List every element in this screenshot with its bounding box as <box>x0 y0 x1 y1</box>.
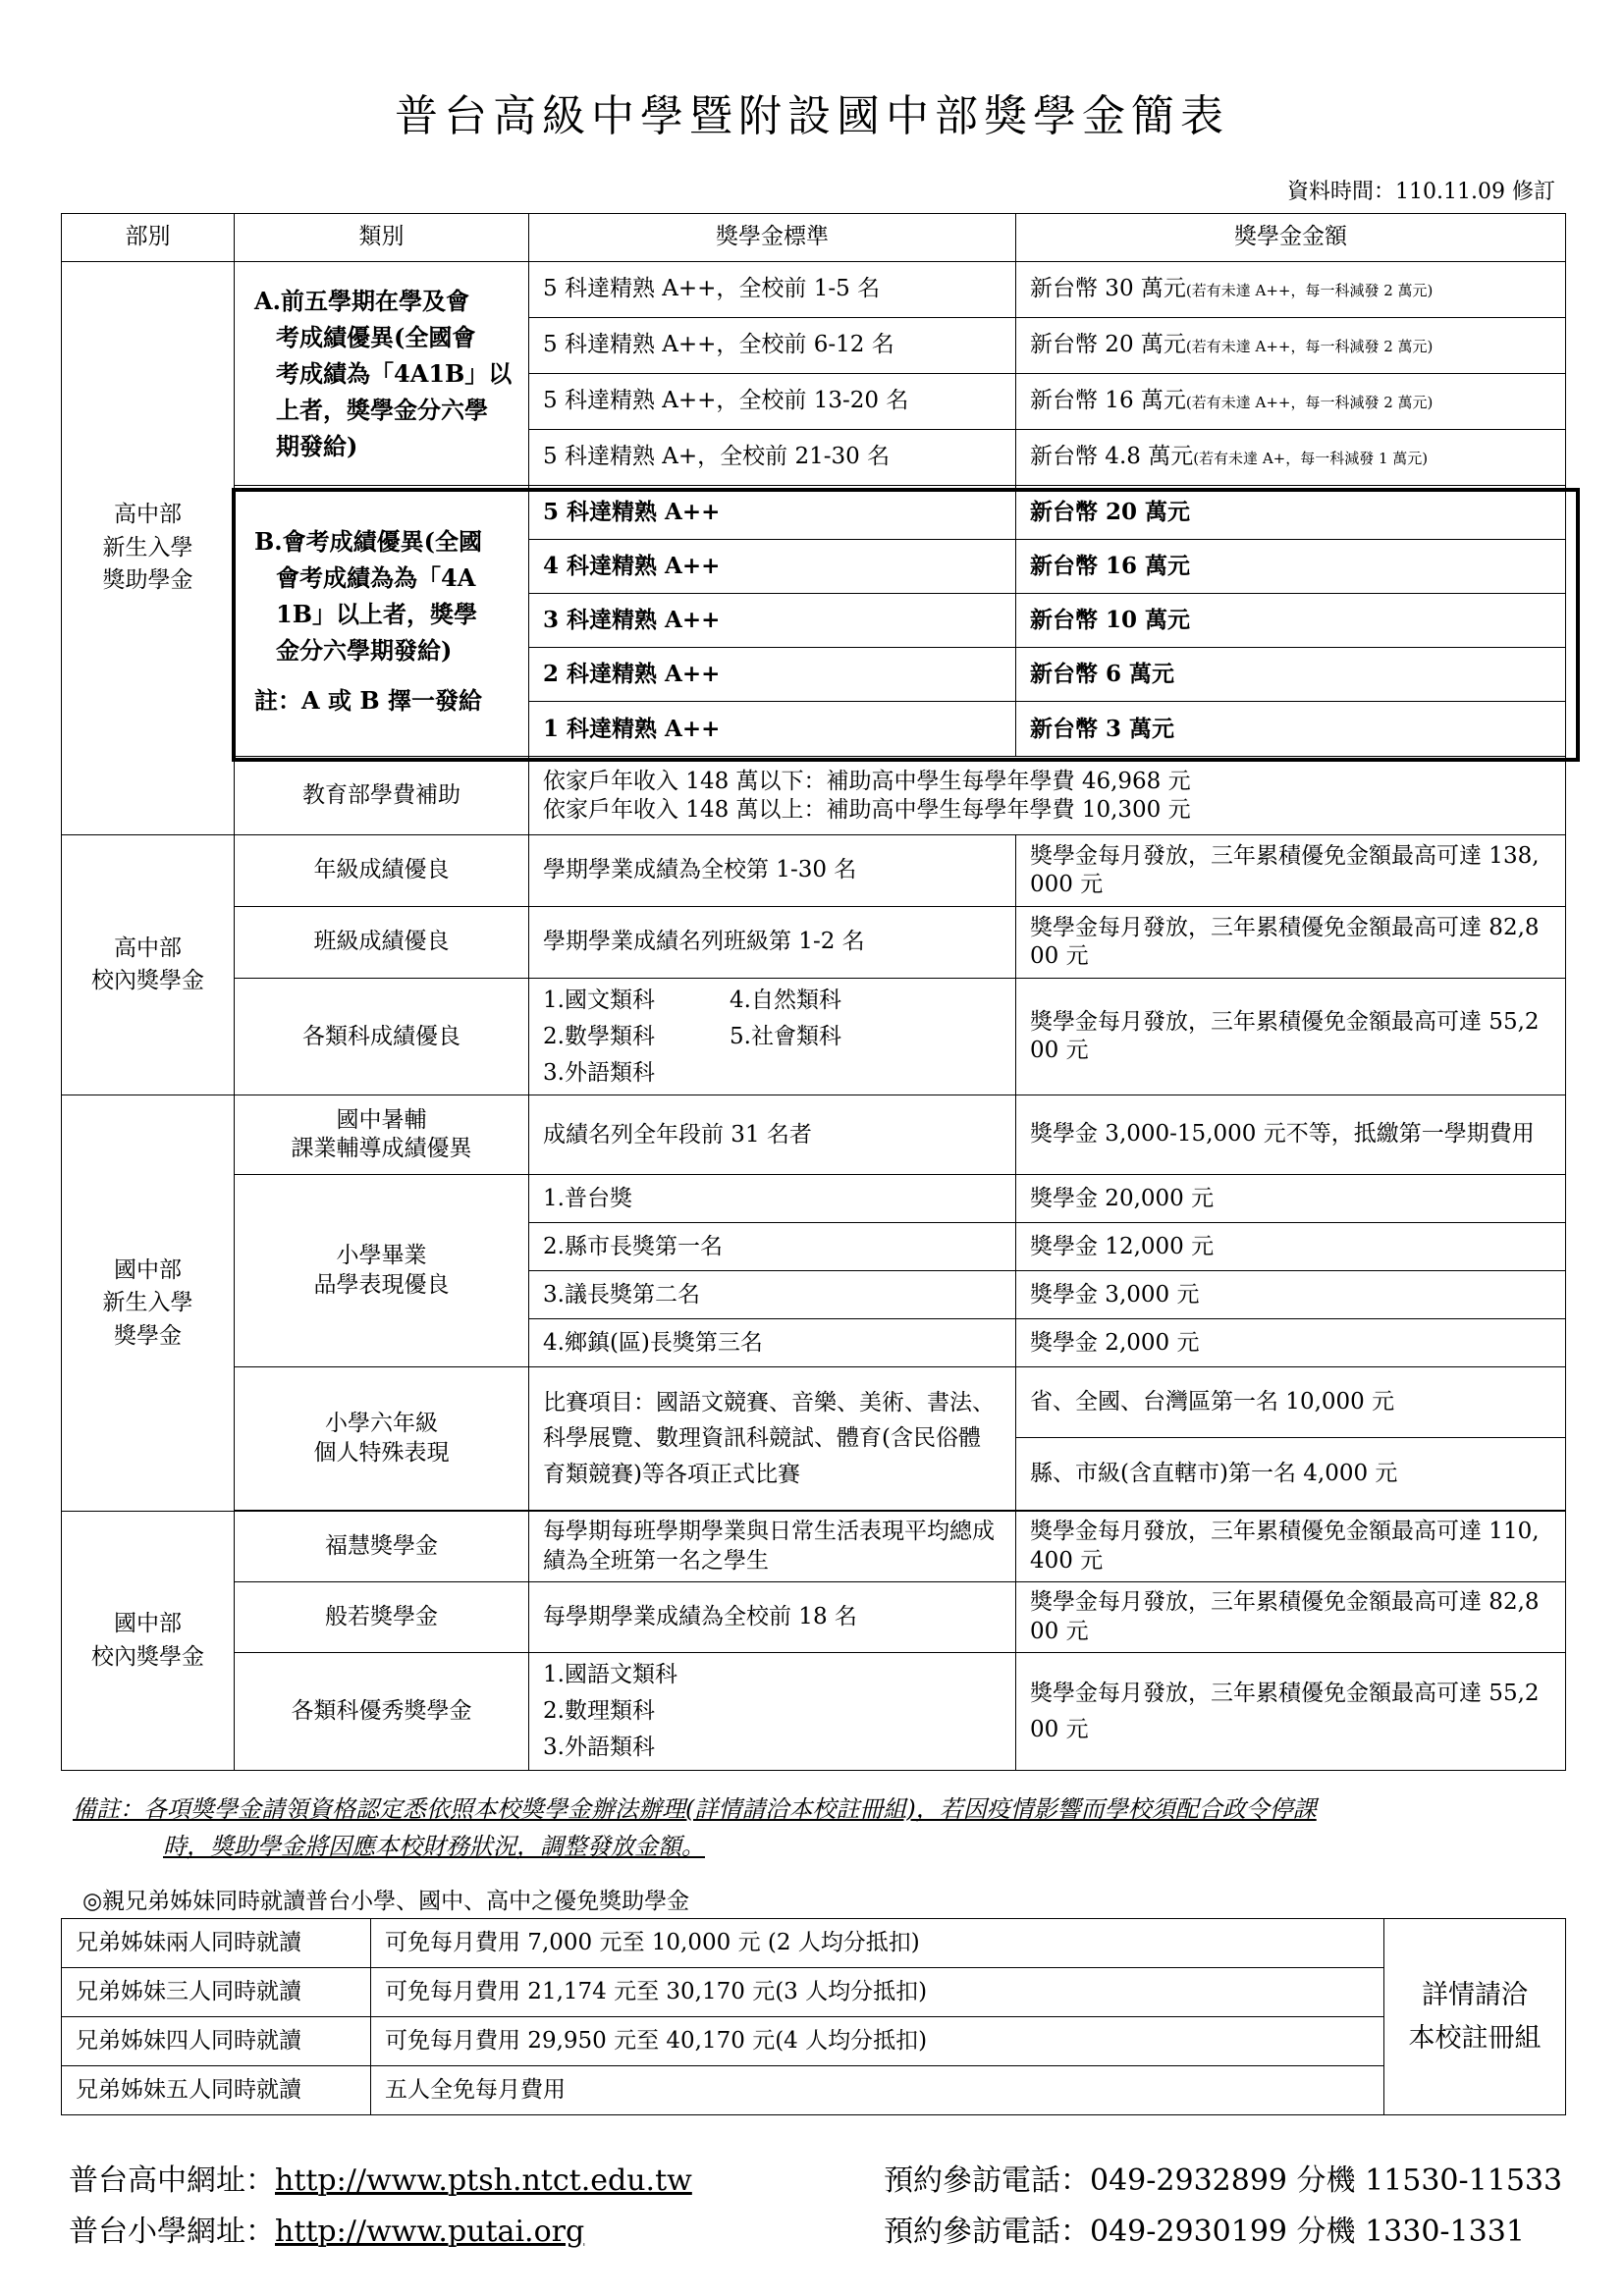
standard-cell: 1.普台獎 <box>529 1175 1016 1223</box>
sibling-benefit-cell: 可免每月費用 21,174 元至 30,170 元(3 人均分抵扣) <box>371 1968 1384 2017</box>
category-a: A.前五學期在學及會 考成績優異(全國會 考成績為「4A1B」以 上者，獎學金分六學 期發給) <box>235 262 529 486</box>
table-row <box>62 2066 1566 2115</box>
revision-date: 資料時間：110.11.09 修訂 <box>1287 180 1555 204</box>
standard-cell: 每學期學業成績為全校前 18 名 <box>529 1582 1016 1653</box>
category-cell: 小學六年級 個人特殊表現 <box>235 1367 529 1511</box>
amount-cell: 獎學金每月發放，三年累積優免金額最高可達 55,200 元 <box>1016 1653 1566 1770</box>
dept-hs-internal: 高中部 校內獎學金 <box>62 835 235 1095</box>
table-row <box>62 2017 1566 2066</box>
amount-cell: 獎學金每月發放，三年累積優免金額最高可達 55,200 元 <box>1016 979 1566 1095</box>
ps-website-link[interactable]: http://www.putai.org <box>275 2215 585 2249</box>
amount-cell: 獎學金 3,000 元 <box>1016 1271 1566 1319</box>
standard-cell: 比賽項目：國語文競賽、音樂、美術、書法、科學展覽、數理資訊科競試、體育(含民俗體育類競賽)等各項正式比賽 <box>529 1367 1016 1511</box>
table-row <box>62 835 1566 907</box>
amount-cell: 新台幣 20 萬元(若有未達 A++，每一科減發 2 萬元) <box>1016 318 1566 374</box>
standard-cell: 學期學業成績為全校第 1-30 名 <box>529 835 1016 907</box>
amount-cell: 省、全國、台灣區第一名 10,000 元 <box>1016 1367 1566 1438</box>
category-cell: 般若獎學金 <box>235 1582 529 1653</box>
category-cell: 各類科優秀獎學金 <box>235 1653 529 1770</box>
standard-cell: 2.縣市長獎第一名 <box>529 1223 1016 1271</box>
hs-website <box>69 2156 692 2199</box>
standard-cell: 3.議長獎第二名 <box>529 1271 1016 1319</box>
table-row <box>62 1653 1566 1770</box>
category-cell: 小學畢業 品學表現優良 <box>235 1175 529 1367</box>
amount-cell: 新台幣 10 萬元 <box>1016 594 1566 648</box>
table-row <box>62 1919 1566 1968</box>
category-cell: 國中暑輔 課業輔導成績優異 <box>235 1095 529 1175</box>
standard-cell: 成績名列全年段前 31 名者 <box>529 1095 1016 1175</box>
amount-cell: 新台幣 20 萬元 <box>1016 486 1566 540</box>
ps-phone: 預約參訪電話：049-2930199 分機 1330-1331 <box>884 2215 1525 2249</box>
sibling-benefit-cell: 可免每月費用 7,000 元至 10,000 元 (2 人均分抵扣) <box>371 1919 1384 1968</box>
category-cell: 班級成績優良 <box>235 907 529 979</box>
amount-cell: 獎學金每月發放，三年累積優免金額最高可達 110,400 元 <box>1016 1512 1566 1582</box>
amount-cell: 獎學金每月發放，三年累積優免金額最高可達 82,800 元 <box>1016 1582 1566 1653</box>
table-row <box>62 262 1566 318</box>
amount-cell: 獎學金 12,000 元 <box>1016 1223 1566 1271</box>
table-row <box>62 1582 1566 1653</box>
ps-website <box>69 2207 584 2250</box>
header-category: 類別 <box>235 214 529 262</box>
standard-cell: 依家戶年收入 148 萬以下：補助高中學生每學年學費 46,968 元 依家戶年收入 148 萬以上：補助高中學生每學年學費 10,300 元 <box>529 757 1566 835</box>
category-cell: 福慧獎學金 <box>235 1512 529 1582</box>
dept-jh-internal: 國中部 校內獎學金 <box>62 1512 235 1770</box>
table-row <box>62 486 1566 540</box>
standard-cell: 4 科達精熟 A++ <box>529 540 1016 594</box>
page-title: 普台高級中學暨附設國中部獎學金簡表 <box>395 91 1229 141</box>
header-amount: 獎學金金額 <box>1016 214 1566 262</box>
amount-cell: 新台幣 4.8 萬元(若有未達 A+，每一科減發 1 萬元) <box>1016 430 1566 486</box>
sibling-benefit-cell: 五人全免每月費用 <box>371 2066 1384 2115</box>
standard-cell: 5 科達精熟 A++，全校前 13-20 名 <box>529 374 1016 430</box>
amount-cell: 新台幣 16 萬元 <box>1016 540 1566 594</box>
amount-cell: 新台幣 30 萬元(若有未達 A++，每一科減發 2 萬元) <box>1016 262 1566 318</box>
amount-cell: 獎學金每月發放，三年累積優免金額最高可達 82,800 元 <box>1016 907 1566 979</box>
table-row <box>62 757 1566 835</box>
sibling-count-cell: 兄弟姊妹五人同時就讀 <box>62 2066 371 2115</box>
amount-cell: 獎學金 20,000 元 <box>1016 1175 1566 1223</box>
amount-cell: 新台幣 16 萬元(若有未達 A++，每一科減發 2 萬元) <box>1016 374 1566 430</box>
hs-website-link[interactable]: http://www.ptsh.ntct.edu.tw <box>275 2163 692 2198</box>
standard-cell: 2 科達精熟 A++ <box>529 648 1016 702</box>
hs-website-label: 普台高中網址： <box>69 2163 275 2198</box>
table-header-row <box>62 214 1566 262</box>
standard-cell: 5 科達精熟 A++，全校前 6-12 名 <box>529 318 1016 374</box>
sibling-benefit-cell: 可免每月費用 29,950 元至 40,170 元(4 人均分抵扣) <box>371 2017 1384 2066</box>
table-row <box>62 1367 1566 1438</box>
amount-cell: 縣、市級(含直轄市)第一名 4,000 元 <box>1016 1438 1566 1511</box>
table-row <box>62 1512 1566 1582</box>
contact-cell: 詳情請洽 本校註冊組 <box>1384 1919 1566 2115</box>
sibling-table <box>61 1918 1566 2115</box>
category-b-note: 註：A 或 B 擇一發給 <box>254 686 482 716</box>
standard-cell: 5 科達精熟 A++ <box>529 486 1016 540</box>
amount-cell: 獎學金 2,000 元 <box>1016 1319 1566 1367</box>
standard-cell: 每學期每班學期學業與日常生活表現平均總成績為全班第一名之學生 <box>529 1512 1016 1582</box>
standard-cell: 3 科達精熟 A++ <box>529 594 1016 648</box>
table-row <box>62 979 1566 1095</box>
table-row <box>62 1175 1566 1223</box>
sibling-count-cell: 兄弟姊妹三人同時就讀 <box>62 1968 371 2017</box>
standard-cell: 1.國文類科 4.自然類科 2.數學類科 5.社會類科 3.外語類科 <box>529 979 1016 1095</box>
ps-website-label: 普台小學網址： <box>69 2215 275 2249</box>
dept-hs-new: 高中部 新生入學 獎助學金 <box>62 262 235 835</box>
amount-cell: 新台幣 6 萬元 <box>1016 648 1566 702</box>
scholarship-table <box>61 213 1566 1771</box>
sibling-count-cell: 兄弟姊妹兩人同時就讀 <box>62 1919 371 1968</box>
header-standard: 獎學金標準 <box>529 214 1016 262</box>
sibling-count-cell: 兄弟姊妹四人同時就讀 <box>62 2017 371 2066</box>
table-row <box>62 1095 1566 1175</box>
remarks: 備註：各項獎學金請領資格認定悉依照本校獎學金辦法辦理(詳情請洽本校註冊組)，若因疫情影響而學校須配合政令停課 時，獎助學金將因應本校財務狀況，調整發放金額。 <box>73 1795 1317 1861</box>
standard-cell: 5 科達精熟 A+，全校前 21-30 名 <box>529 430 1016 486</box>
amount-cell: 新台幣 3 萬元 <box>1016 702 1566 757</box>
table-row <box>62 1968 1566 2017</box>
amount-cell: 獎學金每月發放，三年累積優免金額最高可達 138,000 元 <box>1016 835 1566 907</box>
dept-jh-new: 國中部 新生入學 獎學金 <box>62 1095 235 1512</box>
standard-cell: 1 科達精熟 A++ <box>529 702 1016 757</box>
standard-cell: 5 科達精熟 A++，全校前 1-5 名 <box>529 262 1016 318</box>
sibling-section-title: ◎親兄弟姊妹同時就讀普台小學、國中、高中之優免獎助學金 <box>82 1889 690 1914</box>
table-row <box>62 907 1566 979</box>
category-cell: 各類科成績優良 <box>235 979 529 1095</box>
standard-cell: 4.鄉鎮(區)長獎第三名 <box>529 1319 1016 1367</box>
standard-cell: 1.國語文類科 2.數理類科 3.外語類科 <box>529 1653 1016 1770</box>
header-dept: 部別 <box>62 214 235 262</box>
category-cell: 教育部學費補助 <box>235 757 529 835</box>
category-cell: 年級成績優良 <box>235 835 529 907</box>
category-b: B.會考成績優異(全國 會考成績為為「4A 1B」以上者，獎學 金分六學期發給) 註：A 或 B 擇一發給 <box>235 486 529 757</box>
amount-cell: 獎學金 3,000-15,000 元不等，抵繳第一學期費用 <box>1016 1095 1566 1175</box>
standard-cell: 學期學業成績名列班級第 1-2 名 <box>529 907 1016 979</box>
hs-phone: 預約參訪電話：049-2932899 分機 11530-11533 <box>884 2163 1563 2198</box>
